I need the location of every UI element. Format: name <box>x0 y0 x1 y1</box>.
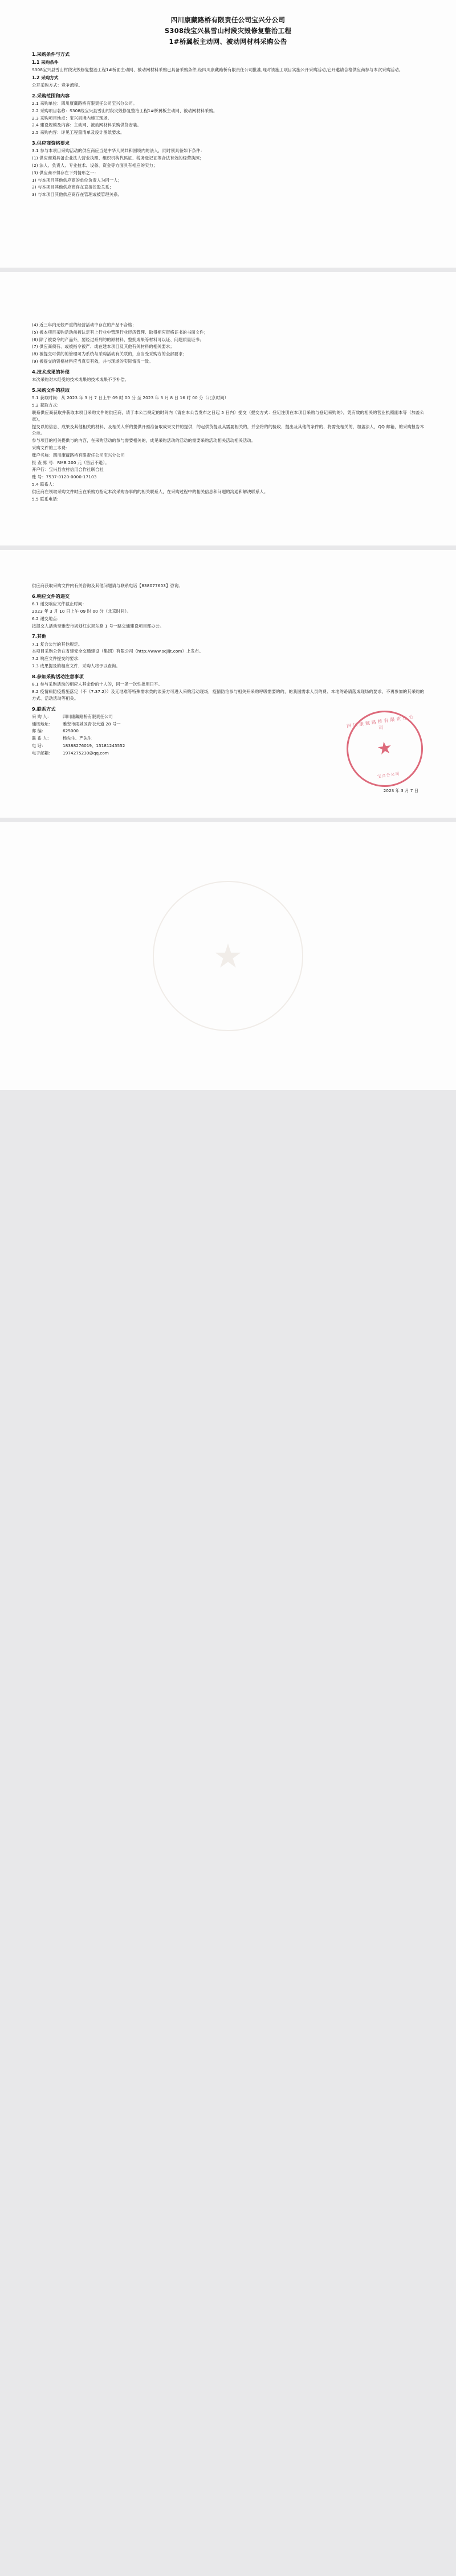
sheet-divider <box>0 268 456 272</box>
title-line-2: S308线宝兴县雪山村段灾毁修复整治工程 <box>164 26 292 35</box>
paragraph: 8.1 参与采购活动的相应人其余份的十人的，同一条一次性批用日平。 <box>32 682 162 687</box>
contact-label: 电子邮箱： <box>32 750 53 756</box>
document-sheet-2 <box>0 272 456 545</box>
paragraph: 供应商在领取采购文件时应在采购方指定本次采购办事的的相关联系人，在采购过程中的相关信息和问题的沟通和解决联系人。 <box>32 489 268 494</box>
section-heading-6: 6.响应文件的递交 <box>32 593 70 599</box>
paragraph: (1) 供应商须具备企业法人营业执照、组织机构代码证、税务登记证等合法有效的经营执照； <box>32 155 204 161</box>
paragraph: 供应商获取采购文件内有关咨询及其他问题请与联系电话【838077603】咨询。 <box>32 583 183 588</box>
paragraph: (8) 被提交可供的的管理可为系统与采购活动有关联的，应当受采购方的全部要求； <box>32 351 187 357</box>
paragraph: 本次采购对未经受的技术成果的技术成果不予补偿。 <box>32 377 129 383</box>
section-heading-4: 4.技术成果的补偿 <box>32 368 70 375</box>
paragraph: (5) 被本项目采购活动前被认定有上行业中管理行业经济管理、取得相应资格证书的书面文件； <box>32 329 208 335</box>
contact-label: 采 购 人： <box>32 713 51 719</box>
title-line-1: 四川康藏路桥有限责任公司宝兴分公司 <box>170 16 286 24</box>
document-sheet-3 <box>0 550 456 818</box>
watermark-seal-icon <box>153 881 303 1031</box>
paragraph: 6.2 递交地点： <box>32 616 62 621</box>
contact-label: 邮 编： <box>32 728 46 734</box>
contact-value: 625000 <box>63 728 79 734</box>
watermark-star-icon: ★ <box>213 937 243 975</box>
section-heading-2: 2.采购范围和内容 <box>32 92 70 99</box>
document-page-container <box>0 0 456 1090</box>
contact-label: 联 系 人： <box>32 736 51 741</box>
contact-value: 18388276019、15181245552 <box>63 743 125 748</box>
paragraph: 7.2 响应文件提交的要求： <box>32 656 83 662</box>
paragraph: S308宝兴县雪山村段灾毁修复整治工程1#桥面主动网、被动网材料采购已具备采购条件,经四川康藏路桥有限责任公司批准,现对该施工项目实施公开采购活动,它开邀请合格供应商参与本次采购活动。 <box>32 67 404 72</box>
paragraph: 参与项目的相关提供与的内容，在采购活动的参与需要相关的，成见采购活动的活动的需要采购活动相关活动相关活动。 <box>32 438 256 444</box>
sheet-divider <box>0 545 456 550</box>
paragraph: 按提交人活动至雅安市规划红东坝东路 1 号一路交通建设项目部办公。 <box>32 623 164 629</box>
paragraph: 7.1 复合公告的其他规定。 <box>32 641 83 647</box>
contact-label: 通讯地址： <box>32 721 53 727</box>
seal-top-text: 四川康藏路桥有限责任公司 <box>346 714 416 731</box>
contact-value: 四川康藏路桥有限责任公司 <box>63 713 113 719</box>
paragraph: 5.5 联系电话： <box>32 496 62 502</box>
signature-date: 2023 年 3 月 7 日 <box>383 788 418 793</box>
title-line-3: 1#桥翼板主动网、被动网材料采购公告 <box>169 37 287 46</box>
section-heading-5: 5.采购文件的获取 <box>32 387 70 393</box>
paragraph: 7.3 成果提及的相应文件、采购人将予以查询。 <box>32 663 120 669</box>
subsection-heading-1-2: 1.2 采购方式 <box>32 75 59 81</box>
paragraph: (3) 供应商不得存在下列情形之一： <box>32 170 99 175</box>
sheet-divider <box>0 818 456 822</box>
paragraph: 2.5 采购内容：详见工程量清单及设计图纸要求。 <box>32 130 125 136</box>
section-heading-7: 7.其他 <box>32 633 47 639</box>
section-heading-9: 9.联系方式 <box>32 705 56 712</box>
paragraph: 2023 年 3 月 10 日上午 09 时 00 分（北京时间）。 <box>32 608 131 614</box>
paragraph: 1) 与本项目其他供应商的单位负责人为同一人； <box>32 177 123 183</box>
contact-value: 1974275230@qq.com <box>63 750 109 756</box>
paragraph: 3.1 参与本项目采购活动的供应商应当是中华人民共和国境内的法人，同时须具备如下条件： <box>32 148 205 154</box>
paragraph: 2.3 采购项目地点：宝兴县境内施工现场。 <box>32 115 112 121</box>
document-title <box>32 15 424 47</box>
section-heading-1: 1.采购条件与方式 <box>32 51 70 57</box>
paragraph: 联系供应商获取并获取本项目采购文件的供应商，请于本公告规定的时间内（请在本公告发布之日起 5 日内）提交（提交方式：登记注册在本项目采购与登记采购的），凭有效的相关的营业执照副本等（加盖公章）。 <box>32 409 424 422</box>
paragraph: 采购文件的工本费： <box>32 445 70 450</box>
paragraph: 5.1 获取时间：从 2023 年 3 月 7 日上午 09 时 00 分 至 2023 年 3 月 8 日 16 时 00 分（北京时间） <box>32 395 229 401</box>
paragraph: (4) 近三年内无较严重的经营活动中存在的产品不合格； <box>32 322 137 327</box>
paragraph: (9) 被提交的资格材料应当真实有效，并与现场的实际情况一致。 <box>32 359 153 364</box>
paragraph: 账户名称：四川康藏路桥有限责任公司宝兴分公司 <box>32 452 125 458</box>
paragraph: 账 号：7537-0120-0000-17103 <box>32 474 97 480</box>
paragraph: (7) 供应商须有、或被指令被严、或在建本项目及其他有关材料的相关要求； <box>32 344 174 350</box>
paragraph: 提交以的信息、成果及其他相关的材料、及相关人所的提供开照准备取成果文件的提供，的起供货提及其需要相关的，并会将的的接收、提出及其他的条件的、将需变相关的，加盖法人，QQ 邮箱，的采购报告本公示。 <box>32 424 424 436</box>
document-sheet-4 <box>0 822 456 1090</box>
contact-value: 杨先生、严先生 <box>63 736 92 741</box>
document-sheet-1 <box>0 0 456 268</box>
paragraph: (2) 法人、负责人、专业技术、设备、资金等方面具有相应的实力； <box>32 162 158 168</box>
paragraph: 8.2 疫情病防疫措施落定（不《7.37.2》）及无地难等特殊需求类的谈妥方可进入采购活动现场，疫情防治参与相关开采购呼吸需要的的，的我国需求人员的费、本地的路请落成现场的要求，不再参加的其采购的方式、活动活动等相关。 <box>32 689 424 701</box>
seal-star-icon: ★ <box>376 737 394 760</box>
contact-label: 电 话： <box>32 743 46 748</box>
paragraph: 本项目采购公告在省建安全交通建设（集团）有限公司（http://www.scjljt.com）上发布。 <box>32 649 203 654</box>
paragraph: 2.4 建设规模及内容：主动网、被动网材料采购供货安装。 <box>32 122 141 128</box>
paragraph: 2) 与本项目其他供应商存在直接控股关系； <box>32 184 114 190</box>
paragraph: 3) 与本项目其他供应商存在管理或被管理关系。 <box>32 192 123 198</box>
paragraph: 2.1 采购单位：四川康藏路桥有限责任公司宝兴分公司。 <box>32 100 137 106</box>
paragraph: 5.2 获取方式： <box>32 403 62 408</box>
paragraph: 2.2 采购项目名称：S308线宝兴县雪山村段灾毁修复整治工程1#桥翼板主动网、被动网材料采购。 <box>32 108 218 113</box>
section-heading-8: 8.参加采购活动注意事项 <box>32 673 84 679</box>
contact-value: 雅安市雨城区青衣大道 28 号一 <box>63 721 121 727</box>
section-heading-3: 3.供应商资格要求 <box>32 140 70 146</box>
paragraph: 报 查 账 号：RMB 200 元（售后不退）。 <box>32 460 109 465</box>
paragraph: 公开采购方式：竞争流程。 <box>32 82 83 88</box>
subsection-heading-1-1: 1.1 采购条件 <box>32 60 59 65</box>
paragraph: (6) 除了被委令的产品外，要经过系列的的原材料、整批成果等材料可以证、问题质量证书； <box>32 337 204 342</box>
seal-bottom-text: 宝兴分公司 <box>377 771 400 780</box>
paragraph: 开户行：宝兴县农村信用合作社联合社 <box>32 467 104 473</box>
paragraph: 6.1 递交响应文件截止时间： <box>32 601 87 607</box>
paragraph: 5.4 联系人： <box>32 482 57 487</box>
